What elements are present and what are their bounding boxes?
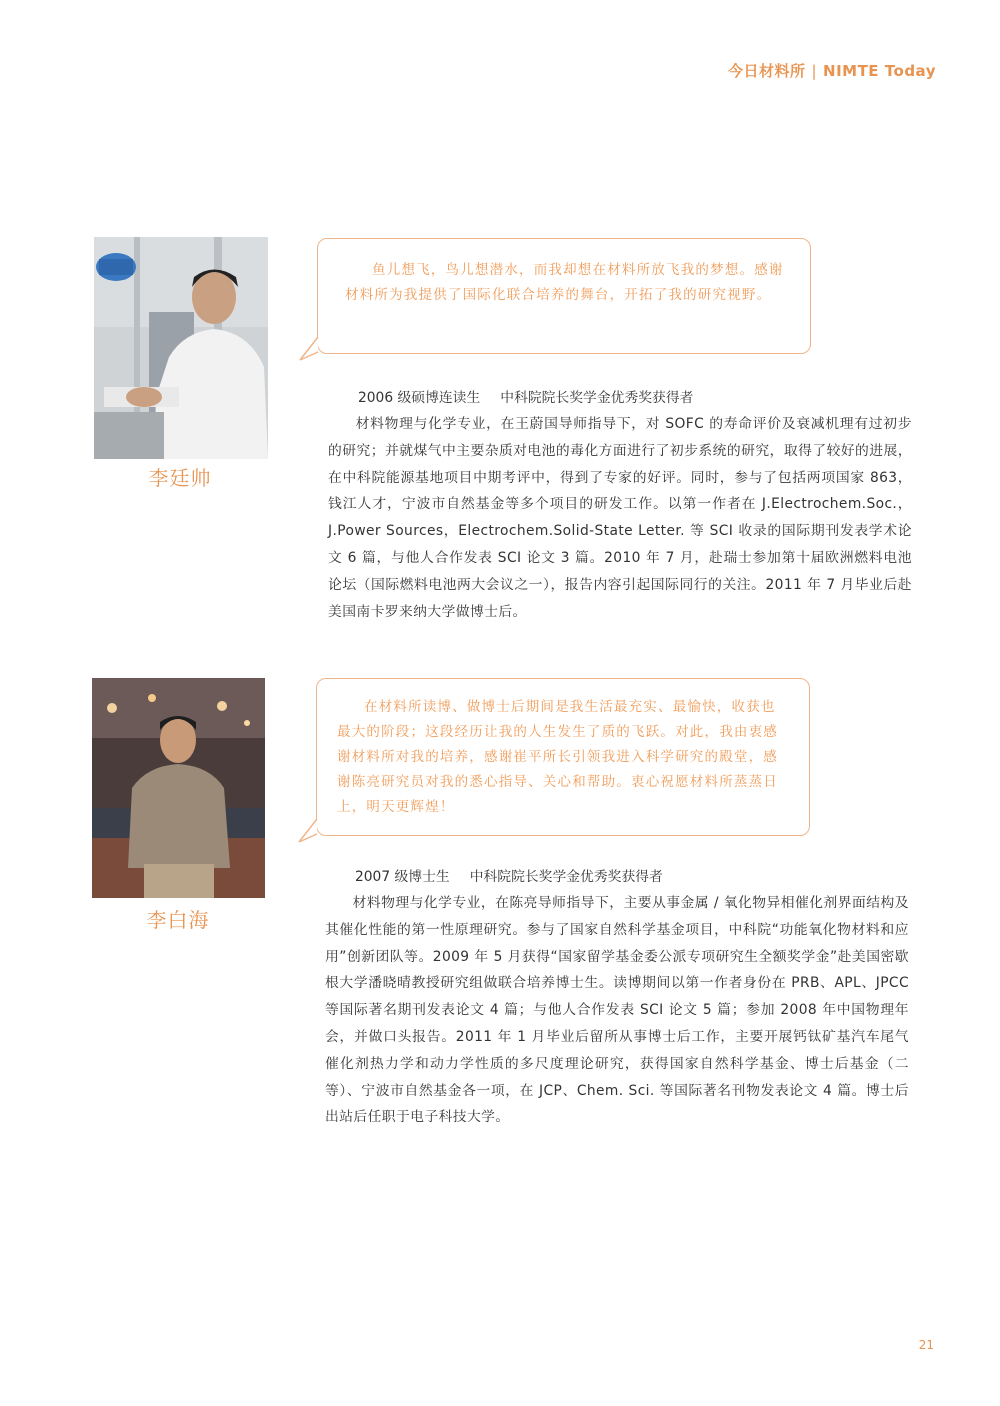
profile-name-2: 李白海 bbox=[146, 908, 210, 932]
quote-text-2: 在材料所读博、做博士后期间是我生活最充实、最愉快，收获也最大的阶段；这段经历让我的人生发生了质的飞跃。对此，我由衷感谢材料所对我的培养，感谢崔平所长引领我进入科学研究的殿堂，感谢陈亮研究员对我的悉心指导、关心和帮助。衷心祝愿材料所蒸蒸日上，明天更辉煌！ bbox=[337, 699, 778, 815]
header-separator: | bbox=[811, 62, 818, 80]
profile-award-1: 中科院院长奖学金优秀奖获得者 bbox=[500, 390, 694, 406]
page-number: 21 bbox=[918, 1338, 934, 1352]
profile-grade-2: 2007 级博士生 bbox=[355, 869, 450, 885]
quote-bubble-2 bbox=[316, 678, 810, 836]
quote-bubble-1 bbox=[317, 238, 811, 354]
profile-grade-1: 2006 级硕博连读生 bbox=[358, 390, 481, 406]
portrait-photo-1 bbox=[94, 237, 268, 459]
profile-bio-2: 材料物理与化学专业，在陈亮导师指导下，主要从事金属 / 氧化物异相催化剂界面结构及其催化性能的第一性原理研究。参与了国家自然科学基金项目，中科院“功能氧化物材料和应用”创新团队等。2009 年 5 月获得“国家留学基金委公派专项研究生全额奖学金”赴美国密歇根大学潘晓晴教授研究组做联合培养博士生。读博期间以第一作者身份在 PRB、APL、JPCC 等国际著名期刊发表论文 4 篇；与他人合作发表 SCI 论文 5 篇；参加 2008 年中国物理年会，并做口头报告。2011 年 1 月毕业后留所从事博士后工作，主要开展钙钛矿基汽车尾气催化剂热力学和动力学性质的多尺度理论研究，获得国家自然科学基金、博士后基金（二等）、宁波市自然基金各一项，在 JCP、Chem. Sci. 等国际著名刊物发表论文 4 篇。博士后出站后任职于电子科技大学。 bbox=[325, 895, 909, 1126]
profile-bio-1: 材料物理与化学专业，在王蔚国导师指导下，对 SOFC 的寿命评价及衰减机理有过初步的研究；并就煤气中主要杂质对电池的毒化方面进行了初步系统的研究，取得了较好的进展，在中科院能源基地项目中期考评中，得到了专家的好评。同时，参与了包括两项国家 863，钱江人才，宁波市自然基金等多个项目的研发工作。以第一作者在 J.Electrochem.Soc.，J.Power Sources，Electrochem.Solid-State Letter. 等 SCI 收录的国际期刊发表学术论文 6 篇，与他人合作发表 SCI 论文 3 篇。2010 年 7 月，赴瑞士参加第十届欧洲燃料电池论坛（国际燃料电池两大会议之一），报告内容引起国际同行的关注。2011 年 7 月毕业后赴美国南卡罗来纳大学做博士后。 bbox=[328, 416, 912, 620]
profile-info-1 bbox=[328, 385, 912, 625]
quote-text-1: 鱼儿想飞，鸟儿想潜水，而我却想在材料所放飞我的梦想。感谢材料所为我提供了国际化联合培养的舞台，开拓了我的研究视野。 bbox=[345, 262, 784, 303]
profile-name-1: 李廷帅 bbox=[148, 466, 212, 490]
quote-bubble-tail-1 bbox=[298, 336, 322, 362]
profile-info-2 bbox=[325, 864, 909, 1131]
profile-title-line-1 bbox=[328, 385, 912, 411]
running-header bbox=[728, 60, 936, 81]
quote-bubble-tail-2 bbox=[297, 818, 321, 844]
profile-award-2: 中科院院长奖学金优秀奖获得者 bbox=[469, 869, 663, 885]
profile-title-line-2 bbox=[325, 864, 909, 890]
portrait-photo-2 bbox=[92, 678, 265, 898]
header-title-cn: 今日材料所 bbox=[727, 62, 806, 80]
header-title-en: NIMTE Today bbox=[823, 62, 936, 80]
